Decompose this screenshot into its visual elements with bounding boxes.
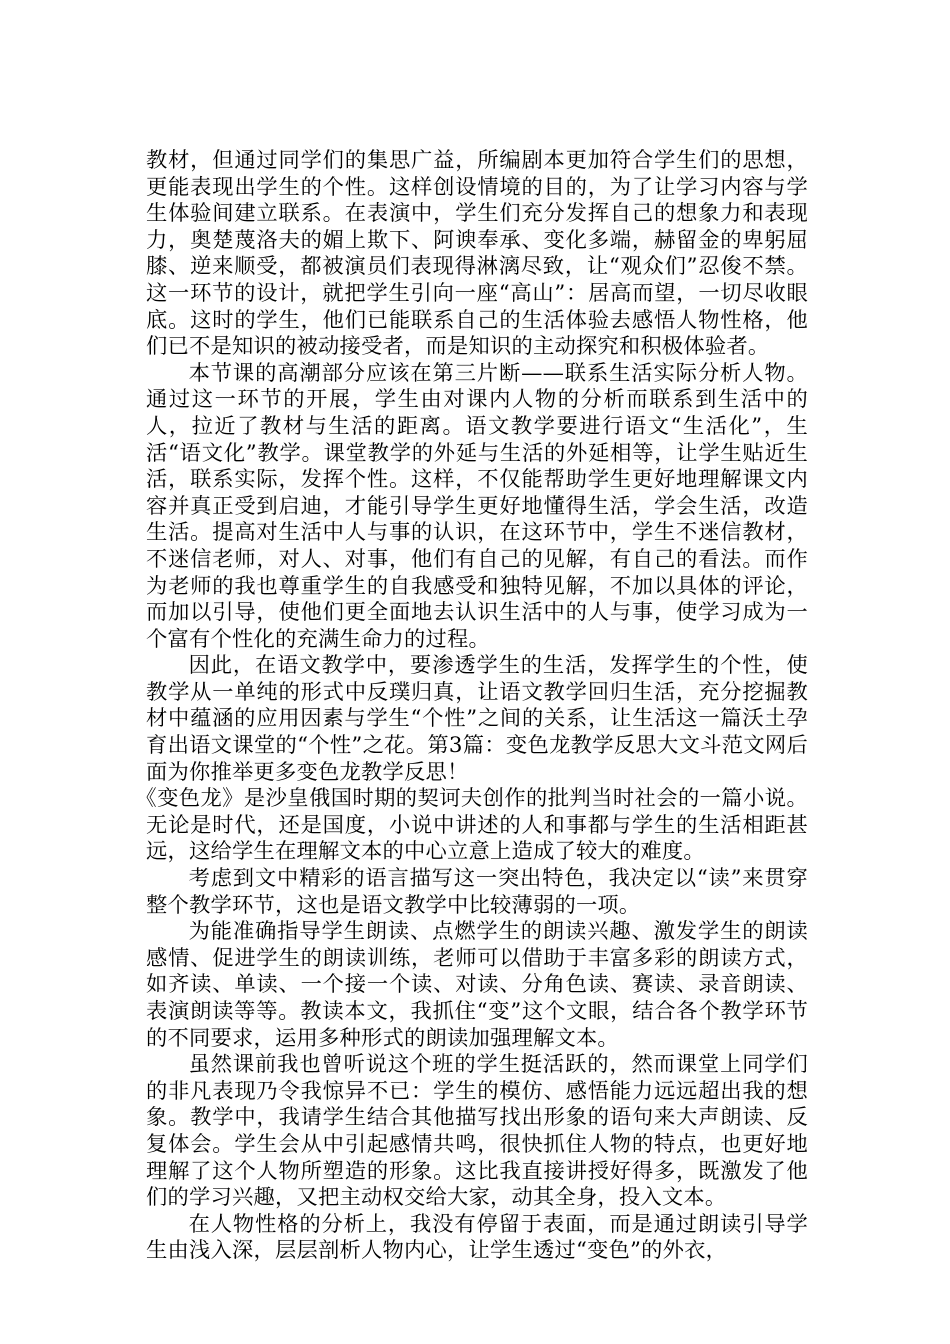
paragraph-reading-approach: 考虑到文中精彩的语言描写这一突出特色，我决定以“读”来贯穿整个教学环节，这也是语文教学中比较薄弱的一项。 bbox=[146, 866, 808, 918]
paragraph-student-performance: 虽然课前我也曾听说这个班的学生挺活跃的，然而课堂上同学们的非凡表现乃令我惊异不已：学生的模仿、感悟能力远远超出我的想象。教学中，我请学生结合其他描写找出形象的语句来大声朗读、反复体会。学生会从中引起感情共鸣，很快抓住人物的特点，也更好地理解了这个人物所塑造的形象。这比我直接讲授好得多，既激发了他们的学习兴趣，又把主动权交给大家，动其全身，投入文本。 bbox=[146, 1052, 808, 1211]
paragraph-conclusion: 因此，在语文教学中，要渗透学生的生活，发挥学生的个性，使教学从一单纯的形式中反璞归真，让语文教学回归生活，充分挖掘教材中蕴涵的应用因素与学生“个性”之间的关系，让生活这一篇沃土孕育出语文课堂的“个性”之花。第3篇：变色龙教学反思大文斗范文网后面为你推举更多变色龙教学反思！ bbox=[146, 653, 808, 785]
paragraph-character-analysis: 在人物性格的分析上，我没有停留于表面，而是通过朗读引导学生由浅入深，层层剖析人物内心，让学生透过“变色”的外衣， bbox=[146, 1211, 808, 1264]
document-page bbox=[135, 148, 808, 1265]
paragraph-climax: 本节课的高潮部分应该在第三片断——联系生活实际分析人物。通过这一环节的开展，学生由对课内人物的分析而联系到生活中的人，拉近了教材与生活的距离。语文教学要进行语文“生活化”，生活“语文化”教学。课堂教学的外延与生活的外延相等，让学生贴近生活，联系实际，发挥个性。这样，不仅能帮助学生更好地理解课文内容并真正受到启迪，才能引导学生更好地懂得生活，学会生活，改造生活。提高对生活中人与事的认识，在这环节中，学生不迷信教材，不迷信老师，对人、对事，他们有自己的见解，有自己的看法。而作为老师的我也尊重学生的自我感受和独特见解，不加以具体的评论，而加以引导，使他们更全面地去认识生活中的人与事，使学习成为一个富有个性化的充满生命力的过程。 bbox=[146, 360, 808, 652]
paragraph-chameleon-intro: 《变色龙》是沙皇俄国时期的契诃夫创作的批判当时社会的一篇小说。无论是时代，还是国度，小说中讲述的人和事都与学生的生活相距甚远，这给学生在理解文本的中心立意上造成了较大的难度。 bbox=[135, 786, 808, 865]
paragraph-reading-methods: 为能准确指导学生朗读、点燃学生的朗读兴趣、激发学生的朗读感情、促进学生的朗读训练，老师可以借助于丰富多彩的朗读方式，如齐读、单读、一个接一个读、对读、分角色读、赛读、录音朗读、表演朗读等等。教读本文，我抓住“变”这个文眼，结合各个教学环节的不同要求，运用多种形式的朗读加强理解文本。 bbox=[146, 919, 808, 1051]
paragraph-continuation: 教材，但通过同学们的集思广益，所编剧本更加符合学生们的思想，更能表现出学生的个性。这样创设情境的目的，为了让学习内容与学生体验间建立联系。在表演中，学生们充分发挥自己的想象力和表现力，奥楚蔑洛夫的媚上欺下、阿谀奉承、变化多端，赫留金的卑躬屈膝、逆来顺受，都被演员们表现得淋漓尽致，让“观众们”忍俊不禁。这一环节的设计，就把学生引向一座“高山”：居高而望，一切尽收眼底。这时的学生，他们已能联系自己的生活体验去感悟人物性格，他们已不是知识的被动接受者，而是知识的主动探究和积极体验者。 bbox=[146, 148, 808, 360]
